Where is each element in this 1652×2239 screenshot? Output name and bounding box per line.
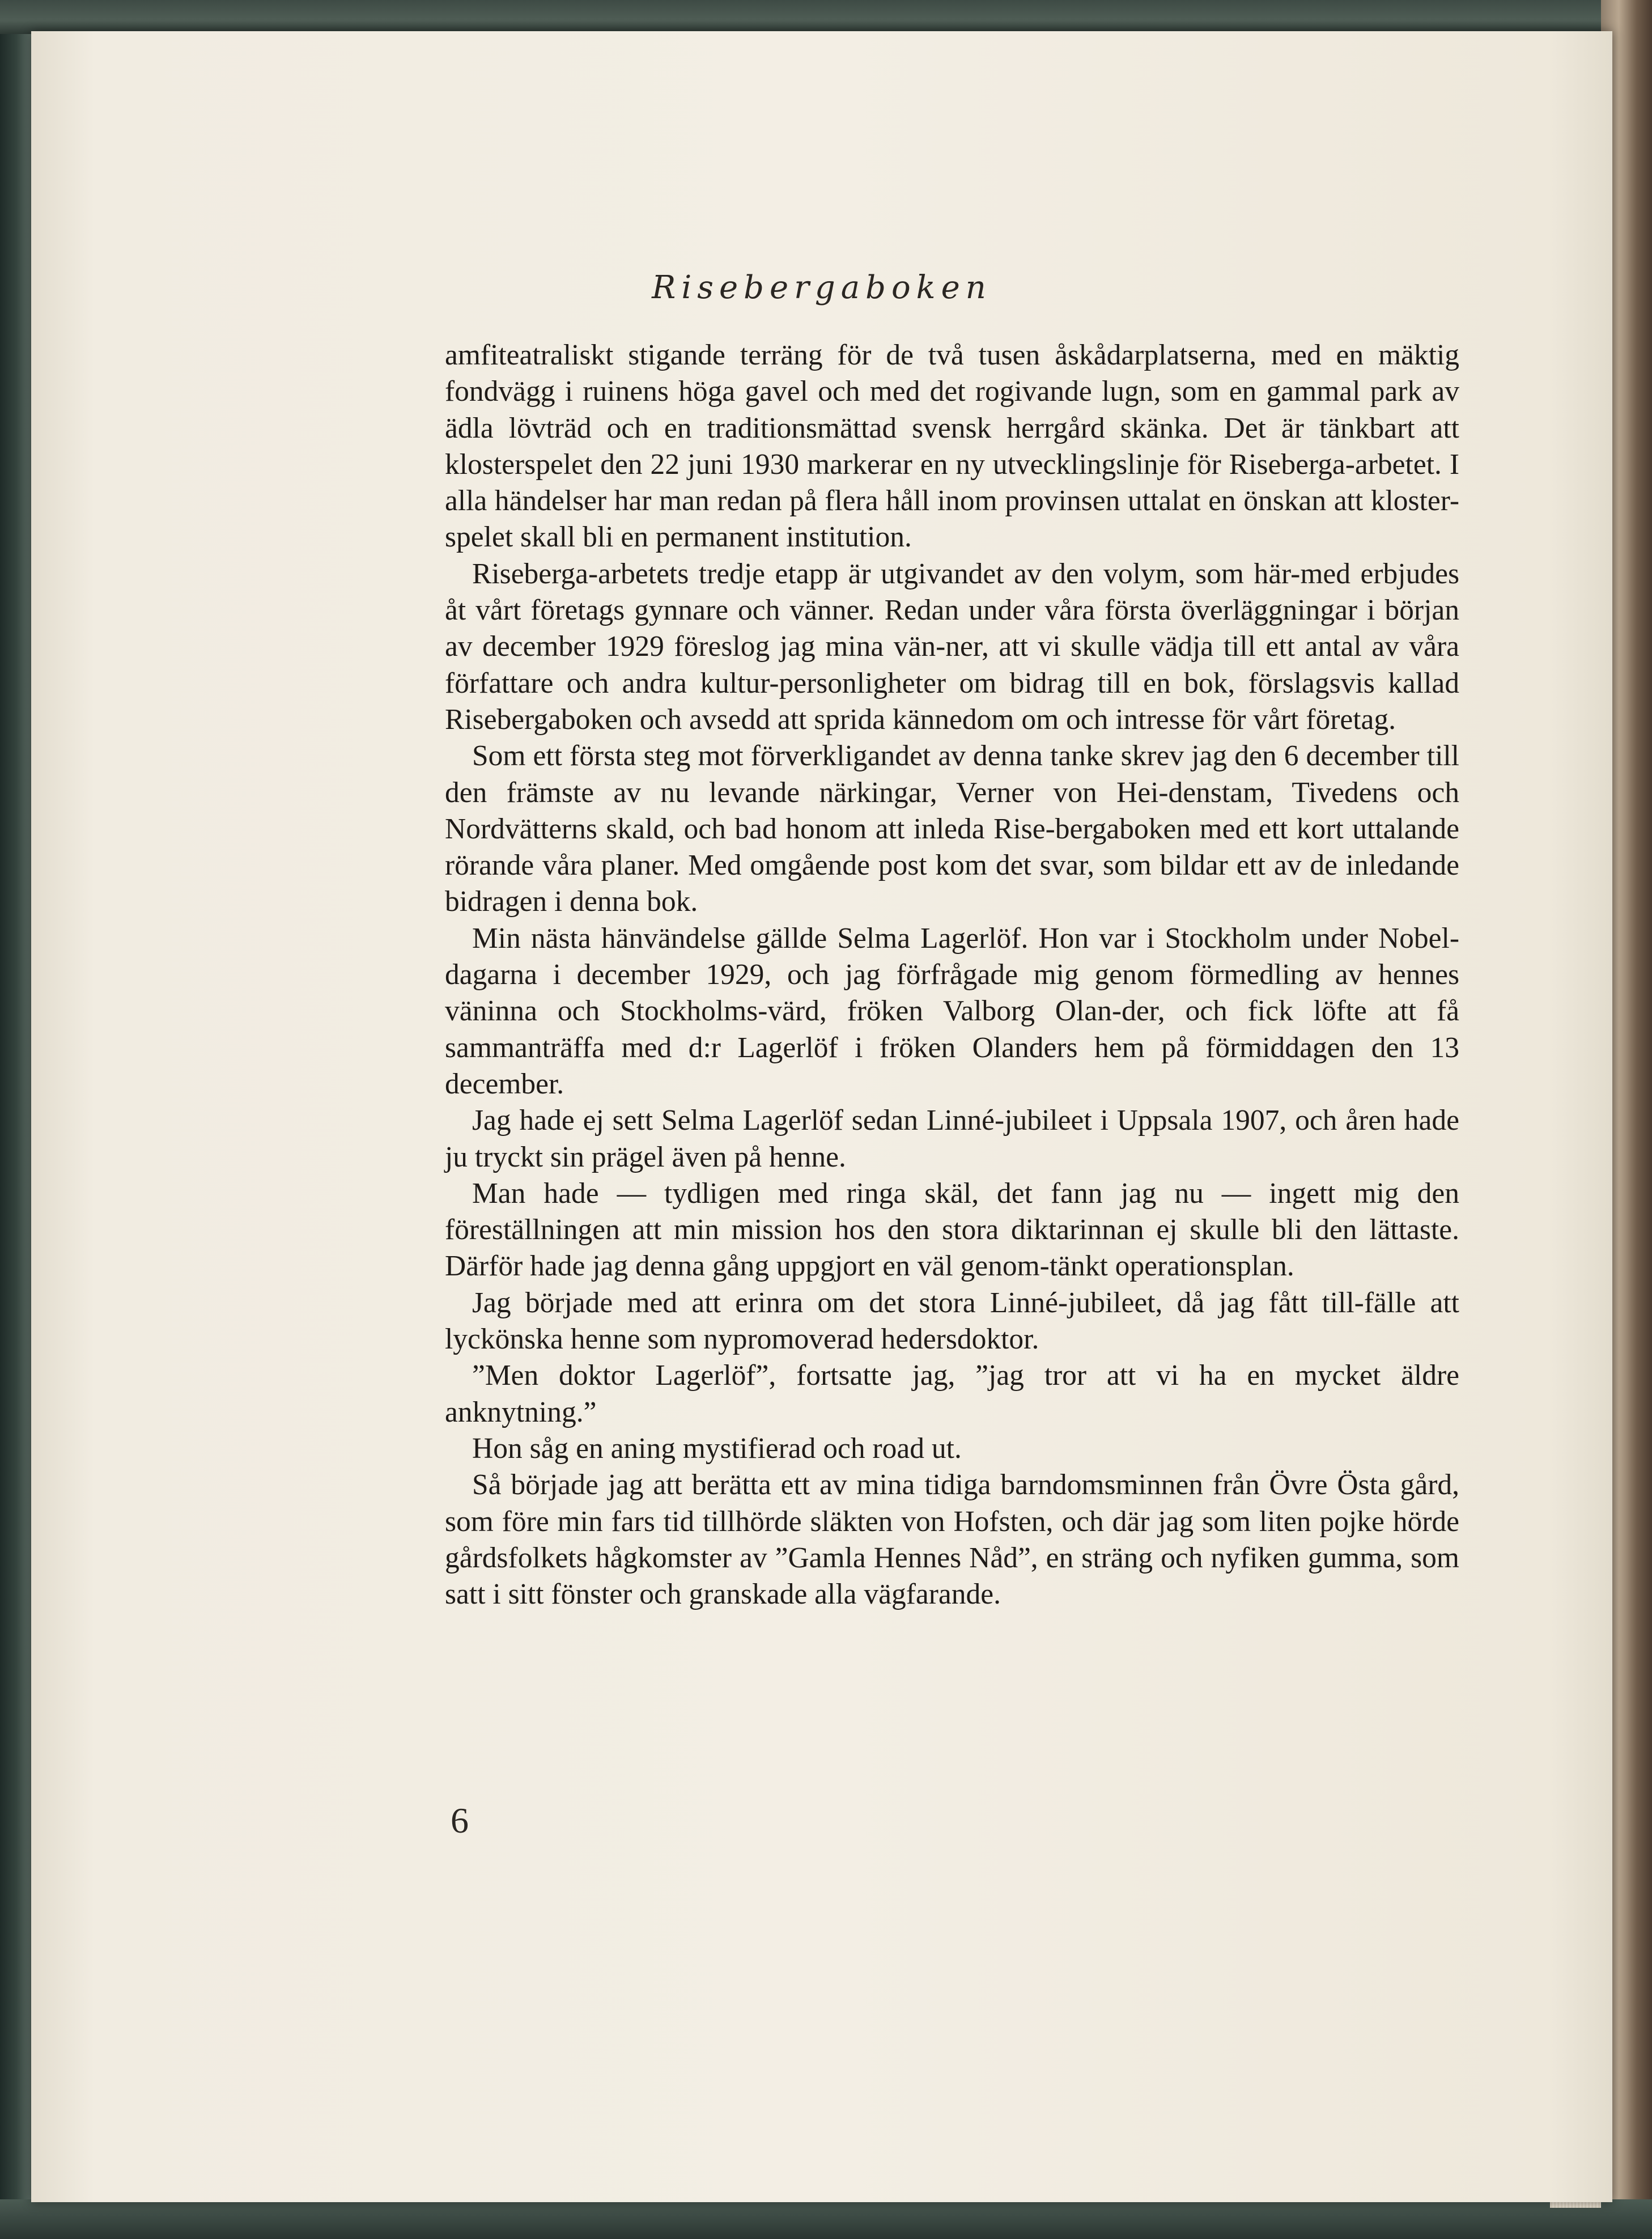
running-head: Risebergaboken	[652, 269, 992, 306]
paragraph-7: Jag började med att erinra om det stora Linné-jubileet, då jag fått till-fälle att lyckönska henne som nypromoverad hedersdoktor.	[445, 1286, 1459, 1356]
body-text	[445, 337, 1459, 1613]
paragraph-4: Min nästa hänvändelse gällde Selma Lagerlöf. Hon var i Stockholm under Nobel-dagarna i december 1929, och jag förfrågade mig genom förmedling av hennes väninna och Stockholms-värd, fröken Valborg Olan-der, och fick löfte att få sammanträffa med d:r Lagerlöf i fröken Olanders hem på förmiddagen den 13 december.	[445, 922, 1459, 1100]
paragraph-9: Hon såg en aning mystifierad och road ut.	[472, 1432, 962, 1465]
cover-edge-bottom	[0, 2199, 1652, 2239]
cover-edge-top	[0, 0, 1652, 34]
page-number: 6	[451, 1800, 469, 1841]
paragraph-1: amfiteatraliskt stigande terräng för de två tusen åskådarplatserna, med en mäktig fondvägg i ruinens höga gavel och med det rogivande lugn, som en gammal park av ädla lövträd och en traditionsmättad svensk herrgård skänka. Det är tänkbart att klosterspelet den 22 juni 1930 markerar en ny utvecklingslinje för Riseberga-arbetet. I alla händelser har man redan på flera håll inom provinsen uttalat en önskan att kloster-spelet skall bli en permanent institution.	[445, 339, 1459, 554]
paragraph-5: Jag hade ej sett Selma Lagerlöf sedan Linné-jubileet i Uppsala 1907, och åren hade ju tryckt sin prägel även på henne.	[445, 1104, 1459, 1173]
paragraph-6: Man hade — tydligen med ringa skäl, det fann jag nu — ingett mig den föreställningen att min mission hos den stora diktarinnan ej skulle bli den lättaste. Därför hade jag denna gång uppgjort en väl genom-tänkt operationsplan.	[445, 1177, 1459, 1283]
book-page	[31, 31, 1612, 2202]
paragraph-2: Riseberga-arbetets tredje etapp är utgivandet av den volym, som här-med erbjudes åt vårt företags gynnare och vänner. Redan under våra första överläggningar i början av december 1929 föreslog jag mina vän-ner, att vi skulle vädja till ett antal av våra författare och andra kultur-personligheter om bidrag till en bok, förslagsvis kallad Risebergaboken och avsedd att sprida kännedom om och intresse för vårt företag.	[445, 557, 1459, 736]
paragraph-10: Så började jag att berätta ett av mina tidiga barndomsminnen från Övre Östa gård, som före min fars tid tillhörde släkten von Hofsten, och där jag som liten pojke hörde gårdsfolkets hågkomster av ”Gamla Hennes Nåd”, en sträng och nyfiken gumma, som satt i sitt fönster och granskade alla vägfarande.	[445, 1469, 1459, 1611]
paragraph-3: Som ett första steg mot förverkligandet av denna tanke skrev jag den 6 december till den främste av nu levande närkingar, Verner von Hei-denstam, Tivedens och Nordvätterns skald, och bad honom att inleda Rise-bergaboken med ett kort uttalande rörande våra planer. Med omgående post kom det svar, som bildar ett av de inledande bidragen i denna bok.	[445, 740, 1459, 918]
paragraph-8: ”Men doktor Lagerlöf”, fortsatte jag, ”jag tror att vi ha en mycket äldre anknytning.”	[445, 1359, 1459, 1428]
